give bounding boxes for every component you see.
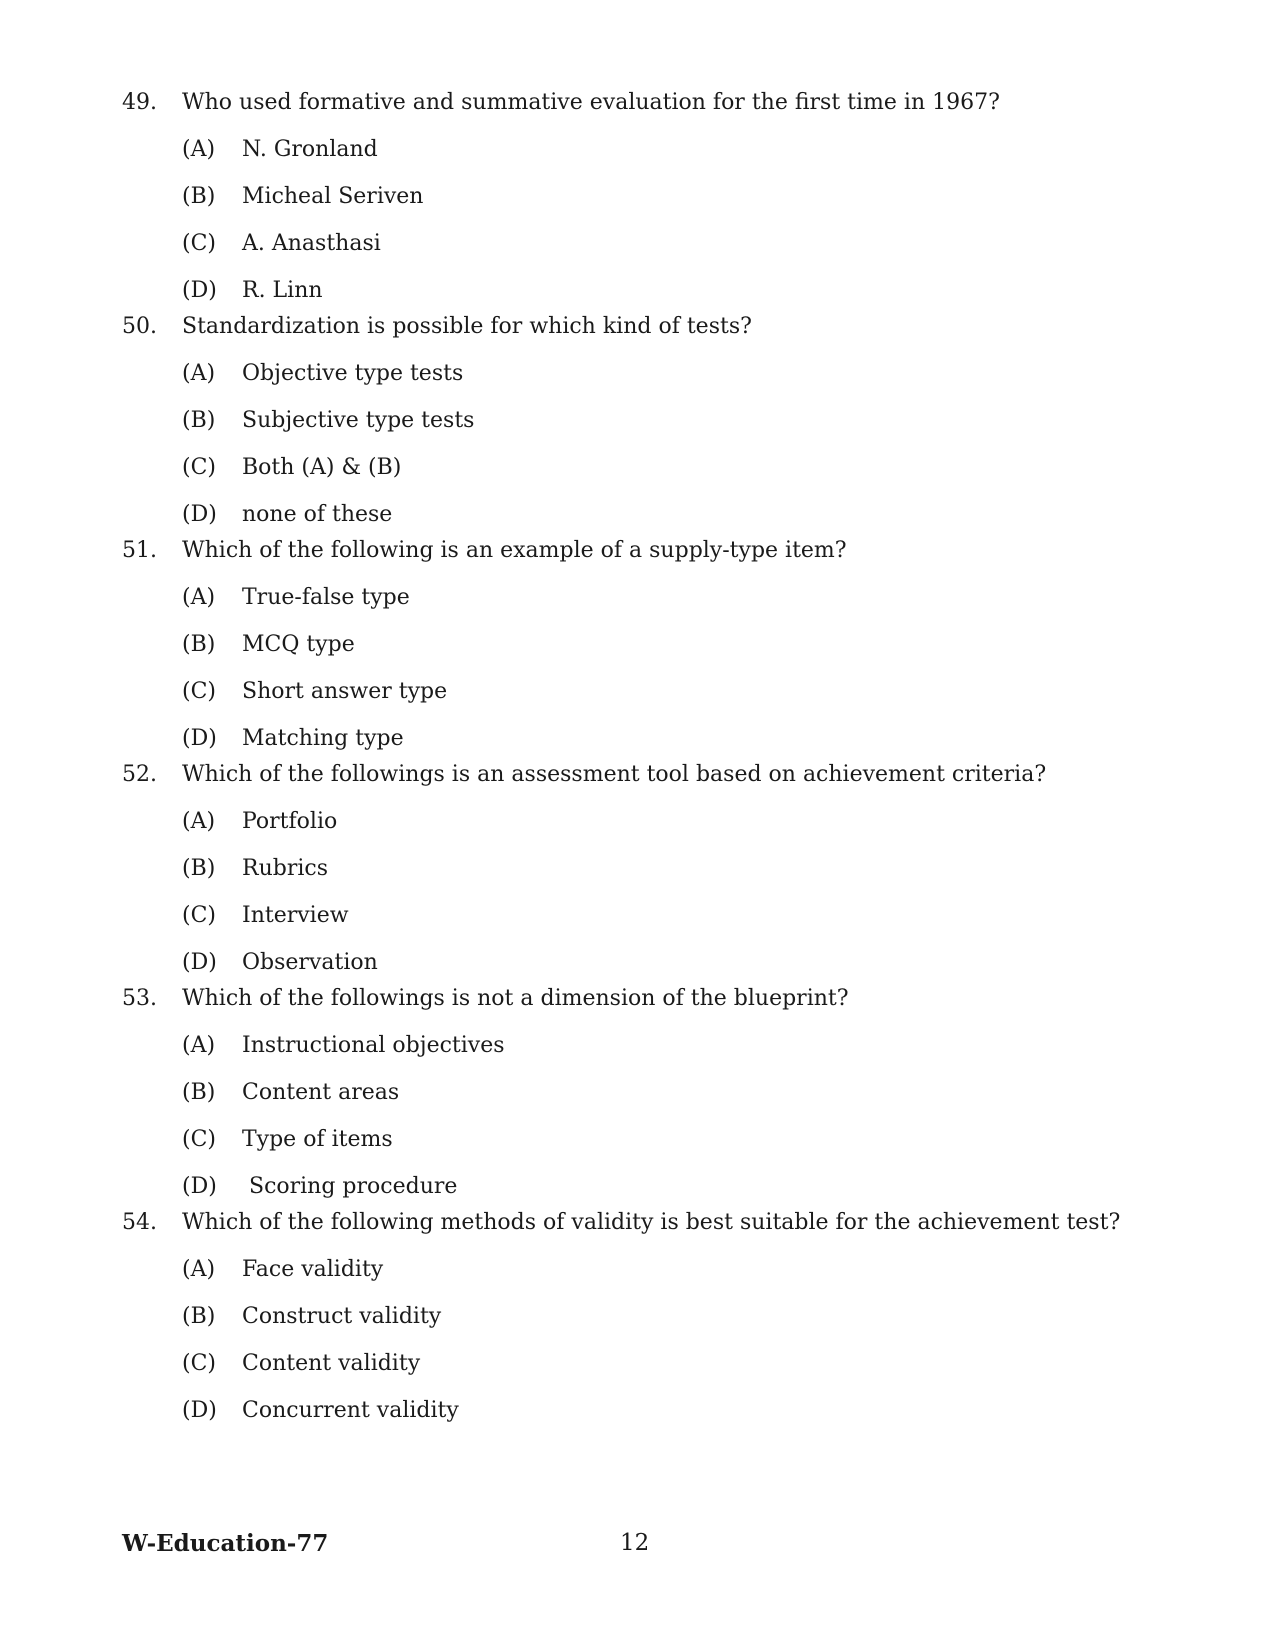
question-stem xyxy=(122,1210,1182,1257)
option-c xyxy=(122,455,1182,502)
option-label: (D) xyxy=(182,726,217,751)
option-a xyxy=(122,585,1182,632)
option-text: A. Anasthasi xyxy=(242,231,381,256)
option-label: (C) xyxy=(182,231,216,256)
option-b xyxy=(122,632,1182,679)
option-c xyxy=(122,1351,1182,1398)
option-c xyxy=(122,231,1182,278)
option-label: (C) xyxy=(182,1127,216,1152)
option-text: R. Linn xyxy=(242,278,323,303)
option-a xyxy=(122,809,1182,856)
option-text: N. Gronland xyxy=(242,137,378,162)
question-text: Which of the following methods of validity is best suitable for the achievement test? xyxy=(182,1210,1121,1235)
option-a xyxy=(122,137,1182,184)
question-stem xyxy=(122,986,1182,1033)
question-stem xyxy=(122,762,1182,809)
option-a xyxy=(122,1033,1182,1080)
option-label: (B) xyxy=(182,632,216,657)
option-text: Type of items xyxy=(242,1127,393,1152)
paper-code: W-Education-77 xyxy=(122,1530,329,1557)
option-text: Interview xyxy=(242,903,349,928)
question-number: 53. xyxy=(122,986,157,1011)
option-c xyxy=(122,679,1182,726)
option-label: (B) xyxy=(182,1080,216,1105)
option-b xyxy=(122,856,1182,903)
option-label: (D) xyxy=(182,950,217,975)
option-text: MCQ type xyxy=(242,632,355,657)
option-label: (D) xyxy=(182,1398,217,1423)
option-text: Short answer type xyxy=(242,679,448,704)
question-52 xyxy=(122,762,1182,997)
option-a xyxy=(122,1257,1182,1304)
question-51 xyxy=(122,538,1182,773)
question-text: Standardization is possible for which kind of tests? xyxy=(182,314,752,339)
option-text: Scoring procedure xyxy=(242,1174,458,1199)
option-label: (C) xyxy=(182,903,216,928)
option-label: (D) xyxy=(182,502,217,527)
option-b xyxy=(122,408,1182,455)
question-number: 49. xyxy=(122,90,157,115)
option-text: Rubrics xyxy=(242,856,328,881)
question-number: 50. xyxy=(122,314,157,339)
option-c xyxy=(122,1127,1182,1174)
option-a xyxy=(122,361,1182,408)
question-text: Which of the followings is not a dimension of the blueprint? xyxy=(182,986,849,1011)
option-label: (B) xyxy=(182,184,216,209)
option-label: (A) xyxy=(182,1033,216,1058)
page-footer xyxy=(122,1530,1182,1570)
question-53 xyxy=(122,986,1182,1221)
option-c xyxy=(122,903,1182,950)
option-text: Concurrent validity xyxy=(242,1398,459,1423)
option-text: Portfolio xyxy=(242,809,338,834)
option-d xyxy=(122,1398,1182,1445)
option-text: Construct validity xyxy=(242,1304,442,1329)
option-label: (B) xyxy=(182,408,216,433)
option-label: (A) xyxy=(182,137,216,162)
option-label: (A) xyxy=(182,361,216,386)
option-text: Observation xyxy=(242,950,378,975)
option-text: Micheal Seriven xyxy=(242,184,424,209)
option-text: True-false type xyxy=(242,585,410,610)
question-49 xyxy=(122,90,1182,325)
option-label: (A) xyxy=(182,809,216,834)
question-number: 51. xyxy=(122,538,157,563)
question-stem xyxy=(122,90,1182,137)
question-50 xyxy=(122,314,1182,549)
question-text: Who used formative and summative evaluation for the first time in 1967? xyxy=(182,90,1000,115)
option-label: (D) xyxy=(182,1174,217,1199)
option-text: Face validity xyxy=(242,1257,384,1282)
option-text: Both (A) & (B) xyxy=(242,455,402,480)
option-label: (B) xyxy=(182,856,216,881)
option-text: none of these xyxy=(242,502,393,527)
option-label: (A) xyxy=(182,1257,216,1282)
option-text: Content areas xyxy=(242,1080,400,1105)
option-label: (B) xyxy=(182,1304,216,1329)
option-text: Subjective type tests xyxy=(242,408,475,433)
option-text: Content validity xyxy=(242,1351,421,1376)
option-b xyxy=(122,1080,1182,1127)
option-b xyxy=(122,1304,1182,1351)
option-text: Objective type tests xyxy=(242,361,464,386)
question-number: 52. xyxy=(122,762,157,787)
option-label: (D) xyxy=(182,278,217,303)
option-label: (C) xyxy=(182,455,216,480)
option-text: Instructional objectives xyxy=(242,1033,505,1058)
page-number: 12 xyxy=(620,1530,650,1556)
option-label: (C) xyxy=(182,1351,216,1376)
question-text: Which of the following is an example of a supply-type item? xyxy=(182,538,847,563)
question-stem xyxy=(122,314,1182,361)
question-stem xyxy=(122,538,1182,585)
question-text: Which of the followings is an assessment tool based on achievement criteria? xyxy=(182,762,1047,787)
option-label: (C) xyxy=(182,679,216,704)
option-text: Matching type xyxy=(242,726,404,751)
option-label: (A) xyxy=(182,585,216,610)
question-number: 54. xyxy=(122,1210,157,1235)
question-54 xyxy=(122,1210,1182,1445)
option-b xyxy=(122,184,1182,231)
